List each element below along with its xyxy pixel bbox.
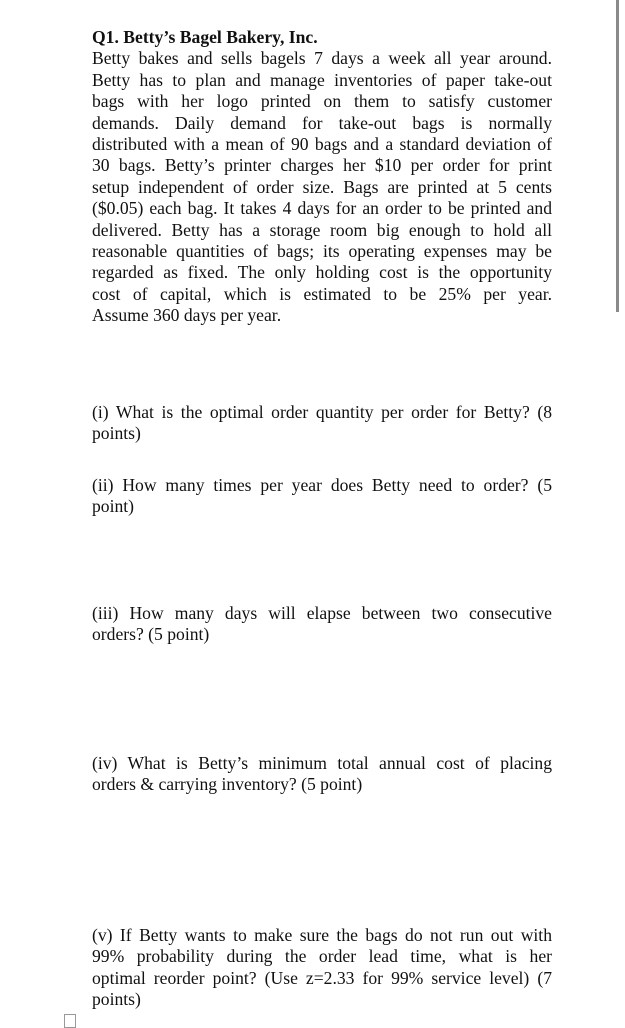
text-line: (i) What is the optimal order quantity per order for Betty? (8 xyxy=(92,402,552,422)
question-ii xyxy=(92,475,552,518)
text-line: ($0.05) each bag. It takes 4 days for an order to be printed and xyxy=(92,198,552,219)
text-line: 30 bags. Betty’s printer charges her $10 per order for print xyxy=(92,155,552,176)
question-i xyxy=(92,402,552,445)
text-line: bags with her logo printed on them to satisfy customer xyxy=(92,91,552,112)
text-line: Assume 360 days per year. xyxy=(92,305,282,326)
problem-section xyxy=(92,27,552,326)
text-line: point) xyxy=(92,496,135,517)
text-line: (iv) What is Betty’s minimum total annual cost of placing xyxy=(92,753,552,773)
text-line: Betty bakes and sells bagels 7 days a week all year around. xyxy=(92,48,552,69)
text-line: demands. Daily demand for take-out bags is normally xyxy=(92,112,552,133)
text-line: (iii) How many days will elapse between two consecutive xyxy=(92,603,552,623)
scrollbar[interactable] xyxy=(616,0,619,312)
comment-marker-icon[interactable] xyxy=(64,1014,76,1028)
text-line: distributed with a mean of 90 bags and a standard deviation of xyxy=(92,133,552,154)
text-line: optimal reorder point? (Use z=2.33 for 99% service level) (7 xyxy=(92,967,552,988)
question-title: Q1. Betty’s Bagel Bakery, Inc. xyxy=(92,27,318,47)
text-line: (ii) How many times per year does Betty need to order? (5 xyxy=(92,475,552,495)
text-line: orders? (5 point) xyxy=(92,624,210,645)
text-line: 99% probability during the order lead time, what is her xyxy=(92,946,552,967)
text-line: points) xyxy=(92,423,141,444)
text-line: reasonable quantities of bags; its operating expenses may be xyxy=(92,240,552,261)
text-line: points) xyxy=(92,989,141,1010)
text-line: Betty has to plan and manage inventories of paper take-out xyxy=(92,69,552,90)
text-line: (v) If Betty wants to make sure the bags do not run out with xyxy=(92,925,552,945)
text-line: setup independent of order size. Bags are printed at 5 cents xyxy=(92,176,552,197)
text-line: cost of capital, which is estimated to be 25% per year. xyxy=(92,283,552,304)
text-line: regarded as fixed. The only holding cost is the opportunity xyxy=(92,262,552,283)
question-iv xyxy=(92,753,552,796)
question-iii xyxy=(92,603,552,646)
text-line: orders & carrying inventory? (5 point) xyxy=(92,774,363,795)
question-v xyxy=(92,925,552,1011)
problem-body xyxy=(92,48,552,326)
text-line: delivered. Betty has a storage room big enough to hold all xyxy=(92,219,552,240)
